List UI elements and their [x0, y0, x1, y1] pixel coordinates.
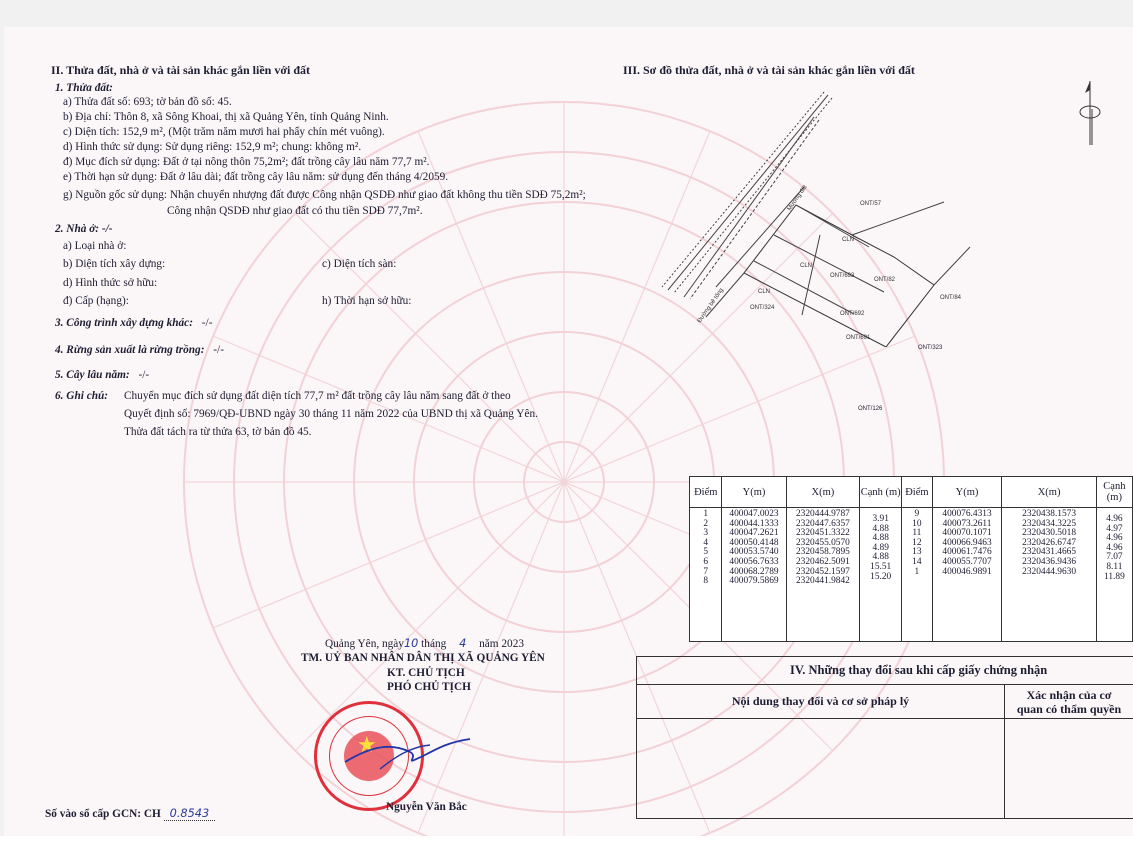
cell: 400053.5740	[729, 547, 779, 558]
year-word: năm	[479, 638, 499, 650]
cell: 2320430.5018	[1022, 528, 1077, 539]
th-point-left: Điểm	[690, 477, 722, 508]
cell: 400079.5869	[729, 576, 779, 587]
land-line-term: e) Thời hạn sử dụng: Đất ở lâu dài; đất trồng cây lâu năm: sử dụng đến tháng 4/2059.	[63, 171, 449, 183]
house-grade: đ) Cấp (hạng):	[63, 295, 129, 307]
cell: 13	[912, 547, 922, 558]
changes-header-row	[637, 685, 1133, 719]
cell: 400056.7633	[729, 556, 779, 567]
cell: 400070.1071	[942, 528, 992, 539]
cell: 10	[912, 518, 922, 529]
col-points-left	[690, 508, 722, 642]
label-ont126: ONT/126	[858, 406, 883, 412]
cell: 5	[703, 547, 709, 558]
cell: 2	[703, 518, 709, 529]
signing-date	[325, 637, 524, 651]
label-road: Đường bê tông	[696, 287, 725, 325]
land-line-origin: g) Nguồn gốc sử dụng: Nhận chuyển nhượng đất được Công nhận QSDĐ như giao đất không thu tiền SDĐ 75,2m²;	[63, 189, 586, 201]
cell: 4.96	[1106, 514, 1123, 524]
cell: 2320441.9842	[795, 576, 850, 587]
cell: 14	[912, 556, 922, 567]
cell: 6	[703, 556, 709, 567]
cell: 4.97	[1106, 523, 1123, 534]
perennial-trees-value: -/-	[138, 369, 150, 381]
land-plot-diagram	[654, 87, 984, 347]
date-day: 10	[403, 637, 419, 650]
handwritten-signature	[340, 717, 480, 777]
date-year: 2023	[501, 638, 524, 650]
cell: 400044.1333	[729, 518, 779, 529]
label-ont693: ONT/693	[830, 273, 855, 279]
col-x-left	[786, 508, 860, 642]
land-line-usage-form: d) Hình thức sử dụng: Sử dụng riêng: 152,9 m²; chung: không m².	[63, 141, 362, 153]
north-arrow-icon	[1075, 79, 1105, 149]
cell: 11.89	[1104, 571, 1125, 582]
th-x-right: X(m)	[1002, 477, 1096, 508]
col-y-left	[722, 508, 786, 642]
cell: 15.20	[870, 571, 892, 582]
house-floor-area: c) Diện tích sàn:	[322, 258, 397, 270]
cell: 1	[703, 509, 709, 519]
coord-header-row	[690, 477, 1133, 508]
confirm-line-2: quan có thẩm quyền	[1016, 701, 1122, 716]
cell: 2320438.1573	[1022, 509, 1077, 519]
cell: 8	[703, 576, 709, 587]
house-ownership-form: d) Hình thức sở hữu:	[63, 277, 158, 289]
label-cln-3: CLN	[758, 289, 771, 295]
label-ditch: Mương đất	[786, 184, 809, 213]
cell: 4	[703, 537, 709, 548]
cell: 3.91	[872, 514, 889, 524]
perennial-trees	[55, 368, 149, 382]
cell: 2320455.0570	[795, 537, 850, 548]
cell: 15.51	[870, 561, 892, 572]
registry-number	[45, 807, 215, 821]
confirm-line-1: Xác nhận của cơ	[1026, 687, 1112, 702]
th-edge-left: Cạnh (m)	[860, 477, 902, 508]
cell: 4.96	[1106, 533, 1123, 544]
cell: 400073.2611	[942, 518, 992, 529]
cell: 7.07	[1106, 552, 1123, 563]
col-y-right	[932, 508, 1002, 642]
cell: 400050.4148	[729, 537, 779, 548]
section-iii-title: III. Sơ đồ thửa đất, nhà ở và tài sản khác gắn liền với đất	[623, 63, 915, 77]
land-line-parcel: a) Thửa đất số: 693; tờ bản đồ số: 45.	[63, 96, 232, 108]
house-type: a) Loại nhà ở:	[63, 240, 127, 252]
signer-role: PHÓ CHỦ TỊCH	[387, 681, 471, 693]
month-word: tháng	[421, 638, 447, 650]
label-ont324: ONT/324	[750, 305, 775, 311]
changes-col-content: Nội dung thay đổi và cơ sở pháp lý	[637, 685, 1005, 719]
registry-label: Số vào sổ cấp GCN: CH	[45, 808, 161, 820]
other-construction-value: -/-	[201, 317, 213, 329]
land-line-purpose: đ) Mục đích sử dụng: Đất ở tại nông thôn 75,2m²; đất trồng cây lâu năm 77,7 m².	[63, 156, 430, 168]
th-edge-right: Cạnh (m)	[1096, 477, 1132, 508]
cell: 11	[912, 528, 922, 539]
other-construction	[55, 316, 212, 330]
label-ont692: ONT/692	[840, 311, 865, 317]
cell: 4.89	[872, 542, 889, 553]
coordinate-table	[689, 476, 1133, 642]
cell: 4.88	[872, 523, 889, 534]
other-construction-label: 3. Công trình xây dựng khác:	[55, 317, 193, 329]
th-x-left: X(m)	[786, 477, 860, 508]
cell: 2320452.1597	[795, 566, 850, 577]
changes-empty-row	[637, 719, 1133, 819]
label-ont82: ONT/82	[874, 277, 896, 283]
cell: 2320447.6357	[795, 518, 850, 529]
note-line-1: Chuyển mục đích sử dụng đất diện tích 77,7 m² đất trồng cây lâu năm sang đất ở theo	[124, 390, 511, 402]
cell: 4.96	[1106, 542, 1123, 553]
label-ont691: ONT/691	[846, 335, 871, 341]
cell: 8.11	[1106, 561, 1123, 572]
col-x-right	[1002, 508, 1096, 642]
cell: 400076.4313	[942, 509, 992, 519]
perennial-trees-label: 5. Cây lâu năm:	[55, 369, 130, 381]
date-prefix: Quảng Yên, ngày	[325, 638, 404, 650]
changes-confirm-cell	[1005, 719, 1133, 819]
cell: 2320444.9787	[795, 509, 850, 519]
seal-star-icon: ★	[357, 732, 377, 757]
changes-content-cell	[637, 719, 1005, 819]
land-heading: 1. Thửa đất:	[55, 82, 113, 94]
cell: 2320444.9630	[1022, 566, 1077, 577]
changes-col-confirmation	[1005, 685, 1133, 719]
cell: 2320426.6747	[1022, 537, 1077, 548]
cell: 400055.7707	[942, 556, 992, 567]
cell: 2320434.3225	[1022, 518, 1077, 529]
label-cln-2: CLN	[800, 263, 813, 269]
changes-title-row	[637, 657, 1133, 685]
land-line-origin-cont: Công nhận QSDĐ như giao đất có thu tiền SDĐ 77,7m².	[167, 205, 423, 217]
cell: 3	[703, 528, 709, 539]
note-label: 6. Ghi chú:	[55, 390, 109, 402]
cell: 400068.2789	[729, 566, 779, 577]
note-line-2: Quyết định số: 7969/QĐ-UBND ngày 30 tháng 11 năm 2022 của UBND thị xã Quảng Yên.	[124, 408, 538, 420]
cell: 4.88	[872, 552, 889, 563]
cell: 400061.7476	[942, 547, 992, 558]
col-edge-right	[1096, 508, 1132, 642]
cell: 1	[914, 566, 920, 577]
cell: 4.88	[872, 533, 889, 544]
cell: 2320431.4665	[1022, 547, 1077, 558]
issuing-agency: TM. UỶ BAN NHÂN DÂN THỊ XÃ QUẢNG YÊN	[301, 652, 545, 664]
on-behalf-of: KT. CHỦ TỊCH	[387, 667, 465, 679]
land-line-area: c) Diện tích: 152,9 m², (Một trăm năm mươi hai phẩy chín mét vuông).	[63, 126, 385, 138]
planted-forest	[55, 343, 224, 357]
land-line-address: b) Địa chỉ: Thôn 8, xã Sông Khoai, thị xã Quảng Yên, tỉnh Quảng Ninh.	[63, 111, 389, 123]
changes-title: IV. Những thay đổi sau khi cấp giấy chứng nhận	[637, 657, 1133, 685]
planted-forest-value: -/-	[213, 344, 224, 356]
cell: 2320462.5091	[795, 556, 850, 567]
coord-body-row	[690, 508, 1133, 642]
th-point-right: Điểm	[902, 477, 933, 508]
cell: 12	[912, 537, 922, 548]
registry-value: 0.8543	[164, 807, 216, 821]
label-ont84: ONT/84	[940, 295, 962, 301]
col-points-right	[902, 508, 933, 642]
page-bottom-strip	[0, 836, 1133, 852]
section-ii-title: II. Thửa đất, nhà ở và tài sản khác gắn liền với đất	[51, 63, 311, 77]
house-ownership-term: h) Thời hạn sở hữu:	[322, 295, 412, 307]
cell: 2320451.3322	[795, 528, 850, 539]
label-ont57: ONT/57	[860, 201, 882, 207]
cell: 400066.9463	[942, 537, 992, 548]
cell: 2320436.9436	[1022, 556, 1077, 567]
label-cln-1: CLN	[842, 237, 855, 243]
col-edge-left	[860, 508, 902, 642]
cell: 400047.0023	[729, 509, 779, 519]
date-month: 4	[459, 637, 467, 650]
cell: 7	[703, 566, 709, 577]
house-build-area: b) Diện tích xây dựng:	[63, 258, 166, 270]
label-ont323: ONT/323	[918, 345, 943, 351]
cell: 2320458.7895	[795, 547, 850, 558]
th-y-left: Y(m)	[722, 477, 786, 508]
changes-table	[636, 656, 1133, 819]
house-heading: 2. Nhà ở: -/-	[55, 223, 113, 235]
signer-name: Nguyễn Văn Bắc	[386, 801, 467, 813]
note-line-3: Thửa đất tách ra từ thửa 63, tờ bản đồ 45.	[124, 426, 312, 438]
planted-forest-label: 4. Rừng sản xuất là rừng trồng:	[55, 344, 205, 356]
th-y-right: Y(m)	[932, 477, 1002, 508]
cell: 9	[914, 509, 920, 519]
cell: 400046.9891	[942, 566, 992, 577]
cell: 400047.2621	[729, 528, 779, 539]
